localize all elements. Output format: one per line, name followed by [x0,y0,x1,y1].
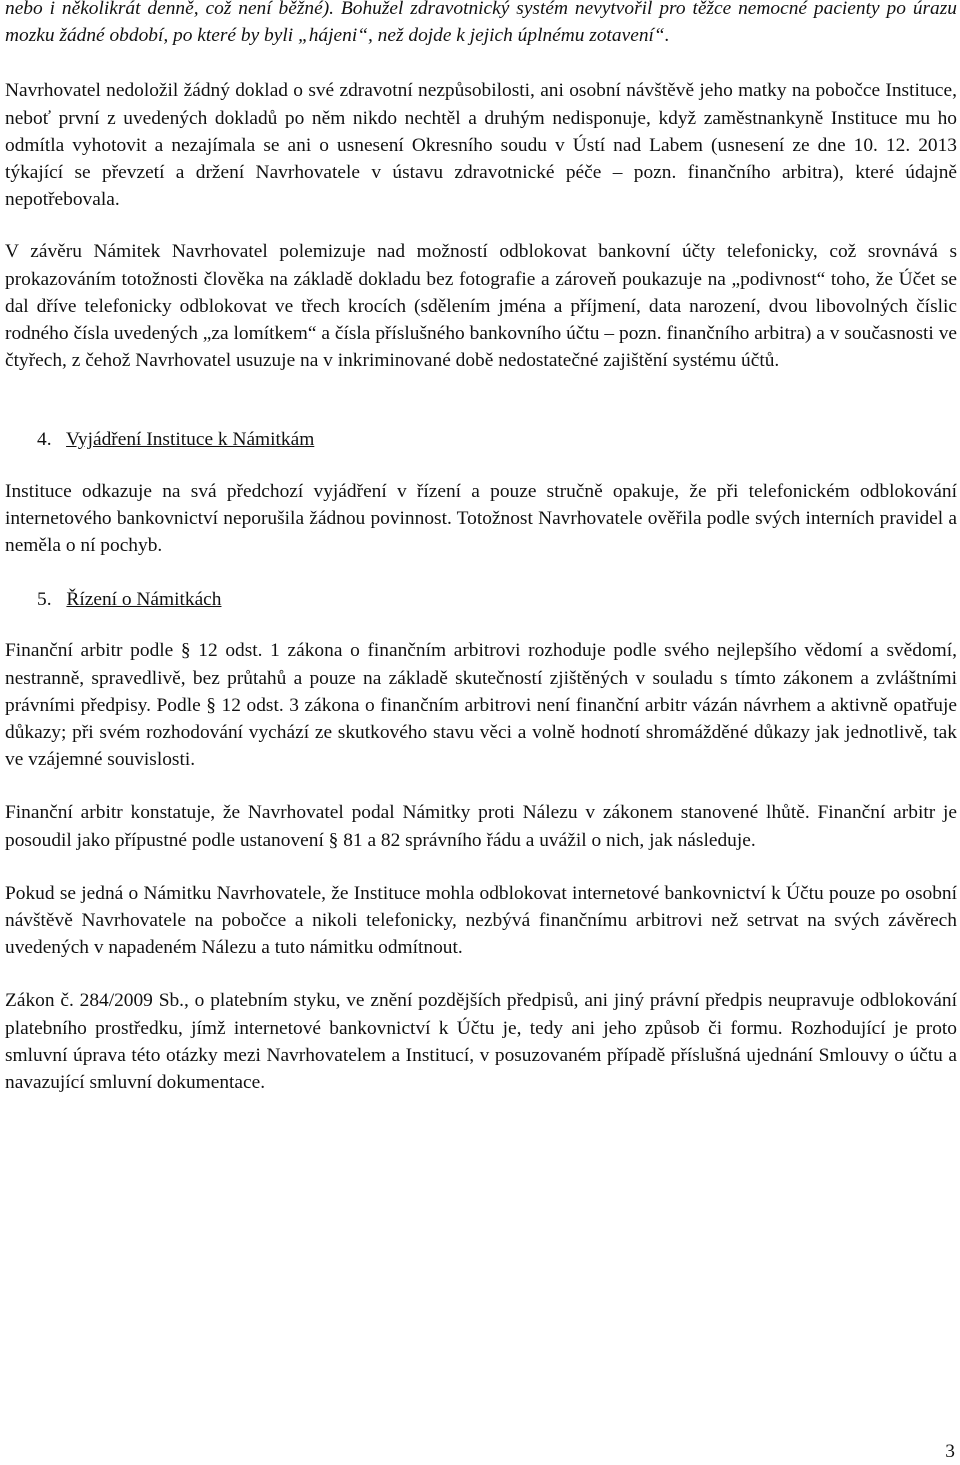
paragraph-objections-conclusion: V závěru Námitek Navrhovatel polemizuje nad možností odblokovat bankovní účty telefonicky, což srovnává s prokazováním totožnosti člověka na základě dokladu bez fotografie a zároveň poukazuje na „podivnost“ toho, že Účet se dal dříve telefonicky odblokovat ve třech krocích (sdělením jména a příjmení, data narození, dvou libovolných číslic rodného čísla uvedených „za lomítkem“ a čísla příslušného bankovního účtu – pozn. finančního arbitra) a v současnosti ve čtyřech, z čehož Navrhovatel usuzuje na v inkriminované době nedostatečné zajištění systému účtů. [5,241,957,372]
paragraph-payment-law: Zákon č. 284/2009 Sb., o platebním styku, ve znění pozdějších předpisů, ani jiný právní předpis neupravuje odblokování platebního prostředku, jímž internetové bankovnictví k Účtu je, tedy ani jeho způsob či formu. Rozhodující je proto smluvní úprava této otázky mezi Navrhovatelem a Institucí, v posuzovaném případě příslušná ujednání Smlouvy o účtu a navazující smluvní dokumentace. [5,990,957,1094]
section-number: 4. [37,429,52,451]
section-title: Vyjádření Instituce k Námitkám [66,429,315,451]
section-heading-5 [37,586,957,613]
page-number: 3 [945,1440,955,1462]
document-page [5,0,957,1096]
intro-paragraph: nebo i několikrát denně, což není běžné). Bohužel zdravotnický systém nevytvořil pro těžce nemocné pacienty po úrazu mozku žádné období, po které by byli „hájeni“, než dojde k jejich úplnému zotavení“. [5,0,957,47]
paragraph-timeliness: Finanční arbitr konstatuje, že Navrhovatel podal Námitky proti Nálezu v zákonem stanovené lhůtě. Finanční arbitr je posoudil jako přípustné podle ustanovení § 81 a 82 správního řádu a uvážil o nich, jak následuje. [5,802,957,851]
section-heading-4 [37,426,957,453]
paragraph-arbiter-rules: Finanční arbitr podle § 12 odst. 1 zákona o finančním arbitrovi rozhoduje podle svého nejlepšího vědomí a svědomí, nestranně, spravedlivě, bez průtahů a pouze na základě skutečností zjištěných v souladu s tímto zákonem a zvláštními právními předpisy. Podle § 12 odst. 3 zákona o finančním arbitrovi není finanční arbitr vázán návrhem a aktivně opatřuje důkazy; při svém rozhodování vychází ze skutkového stavu věci a volně hodnotí shromážděné důkazy jak jednotlivě, tak ve vzájemné souvislosti. [5,640,957,771]
section-number: 5. [37,589,52,611]
paragraph-institution-statement: Instituce odkazuje na svá předchozí vyjádření v řízení a pouze stručně opakuje, že při telefonickém odblokování internetového bankovnictví neporušila žádnou povinnost. Totožnost Navrhovatele ověřila podle svých interních pravidel a neměla o ní pochyb. [5,480,957,557]
paragraph-evidence: Navrhovatel nedoložil žádný doklad o své zdravotní nezpůsobilosti, ani osobní návštěvě jeho matky na pobočce Instituce, neboť první z uvedených dokladů po něm nikdo nechtěl a druhým nedisponuje, když zaměstnankyně Instituce mu ho odmítla vyhotovit a nezajímala se ani o usnesení Okresního soudu v Ústí nad Labem (usnesení ze dne 10. 12. 2013 týkající se převzetí a držení Navrhovatele v ústavu zdravotnické péče – pozn. finančního arbitra), které údajně nepotřebovala. [5,80,957,211]
paragraph-objection-response: Pokud se jedná o Námitku Navrhovatele, že Instituce mohla odblokovat internetové bankovnictví k Účtu pouze po osobní návštěvě Navrhovatele na pobočce a nikoli telefonicky, nezbývá finančnímu arbitrovi než setrvat na svých závěrech uvedených v napadeném Nálezu a tuto námitku odmítnout. [5,882,957,959]
section-title: Řízení o Námitkách [66,589,222,611]
